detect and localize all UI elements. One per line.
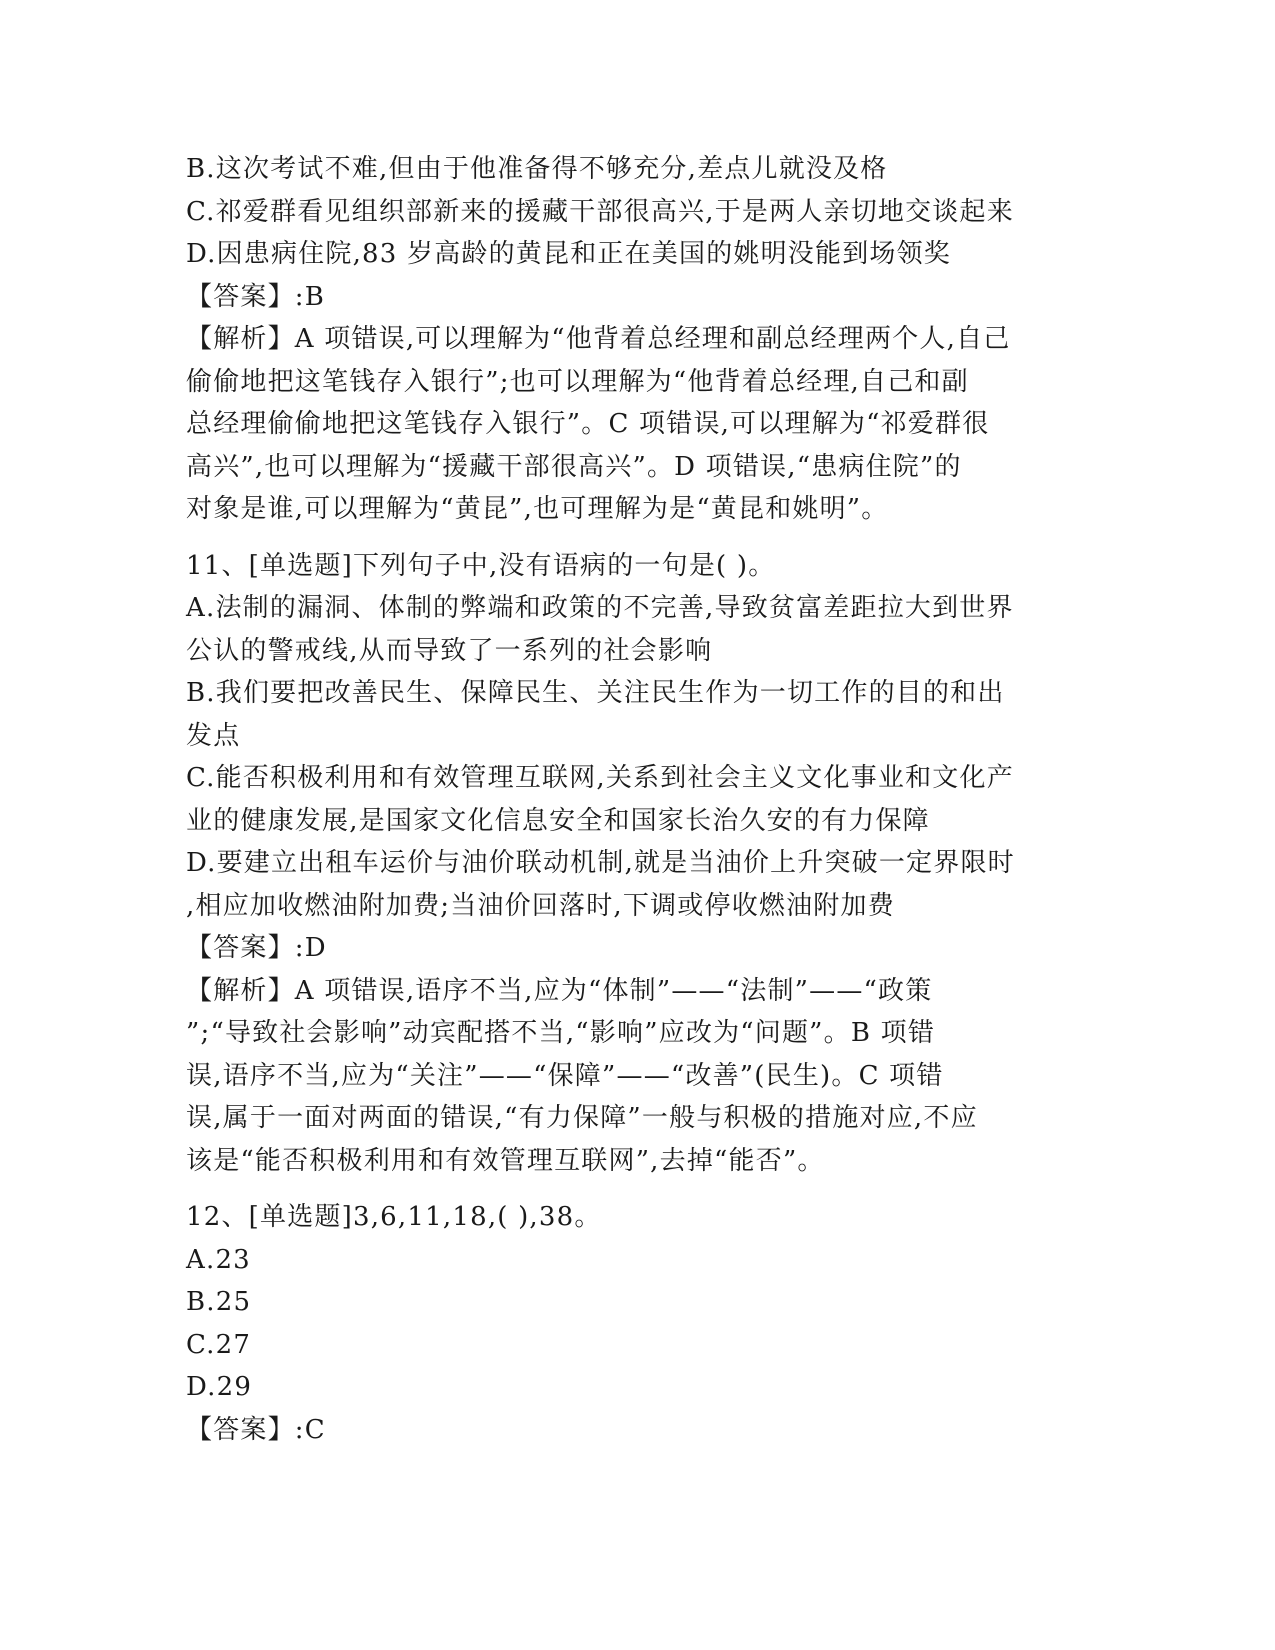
analysis-line: 总经理偷偷地把这笔钱存入银行”。C 项错误,可以理解为“祁爱群很	[186, 409, 990, 439]
option-d-continued: ,相应加收燃油附加费;当油价回落时,下调或停收燃油附加费	[186, 890, 895, 921]
analysis-line: 对象是谁,可以理解为“黄昆”,也可理解为是“黄昆和姚明”。	[186, 494, 889, 524]
option-a-continued: 公认的警戒线,从而导致了一系列的社会影响	[186, 635, 713, 666]
option-b: B.我们要把改善民生、保障民生、关注民生作为一切工作的目的和出	[186, 678, 1005, 708]
option-b-continued: 发点	[186, 720, 241, 751]
option-d: D.29	[186, 1372, 253, 1402]
question-stem: 12、[单选题]3,6,11,18,( ),38。	[186, 1202, 602, 1232]
option-c: C.27	[186, 1329, 252, 1360]
option-c: C.能否积极利用和有效管理互联网,关系到社会主义文化事业和文化产	[186, 763, 1014, 793]
question-12	[186, 1196, 1086, 1451]
answer: 【答案】:D	[186, 933, 327, 963]
option-a: A.23	[186, 1244, 251, 1275]
document-page	[186, 148, 1086, 1451]
spacer	[186, 1182, 1086, 1196]
analysis-line: 高兴”,也可以理解为“援藏干部很高兴”。D 项错误,“患病住院”的	[186, 451, 962, 482]
option-b: B.这次考试不难,但由于他准备得不够充分,差点儿就没及格	[186, 154, 888, 184]
spacer	[186, 531, 1086, 545]
option-a: A.法制的漏洞、体制的弊端和政策的不完善,导致贫富差距拉大到世界	[186, 593, 1014, 623]
analysis	[186, 318, 1086, 531]
analysis-line: 【解析】A 项错误,可以理解为“他背着总经理和副总经理两个人,自己	[186, 324, 1011, 354]
option-c: C.祁爱群看见组织部新来的援藏干部很高兴,于是两人亲切地交谈起来	[186, 196, 1014, 227]
question-10-tail	[186, 148, 1086, 531]
question-stem: 11、[单选题]下列句子中,没有语病的一句是( )。	[186, 550, 776, 581]
analysis-line: 偷偷地把这笔钱存入银行”;也可以理解为“他背着总经理,自己和副	[186, 366, 969, 397]
analysis-line: ”;“导致社会影响”动宾配搭不当,“影响”应改为“问题”。B 项错	[186, 1018, 936, 1048]
option-c-continued: 业的健康发展,是国家文化信息安全和国家长治久安的有力保障	[186, 805, 930, 836]
analysis	[186, 970, 1086, 1183]
option-d: D.因患病住院,83 岁高龄的黄昆和正在美国的姚明没能到场领奖	[186, 239, 951, 269]
answer: 【答案】:B	[186, 281, 326, 312]
analysis-line: 【解析】A 项错误,语序不当,应为“体制”——“法制”——“政策	[186, 975, 933, 1006]
analysis-line: 误,语序不当,应为“关注”——“保障”——“改善”(民生)。C 项错	[186, 1060, 944, 1091]
answer: 【答案】:C	[186, 1414, 326, 1445]
analysis-line: 误,属于一面对两面的错误,“有力保障”一般与积极的措施对应,不应	[186, 1103, 978, 1133]
analysis-line: 该是“能否积极利用和有效管理互联网”,去掉“能否”。	[186, 1145, 825, 1176]
question-11	[186, 545, 1086, 1183]
option-d: D.要建立出租车运价与油价联动机制,就是当油价上升突破一定界限时	[186, 848, 1015, 878]
option-b: B.25	[186, 1287, 252, 1317]
